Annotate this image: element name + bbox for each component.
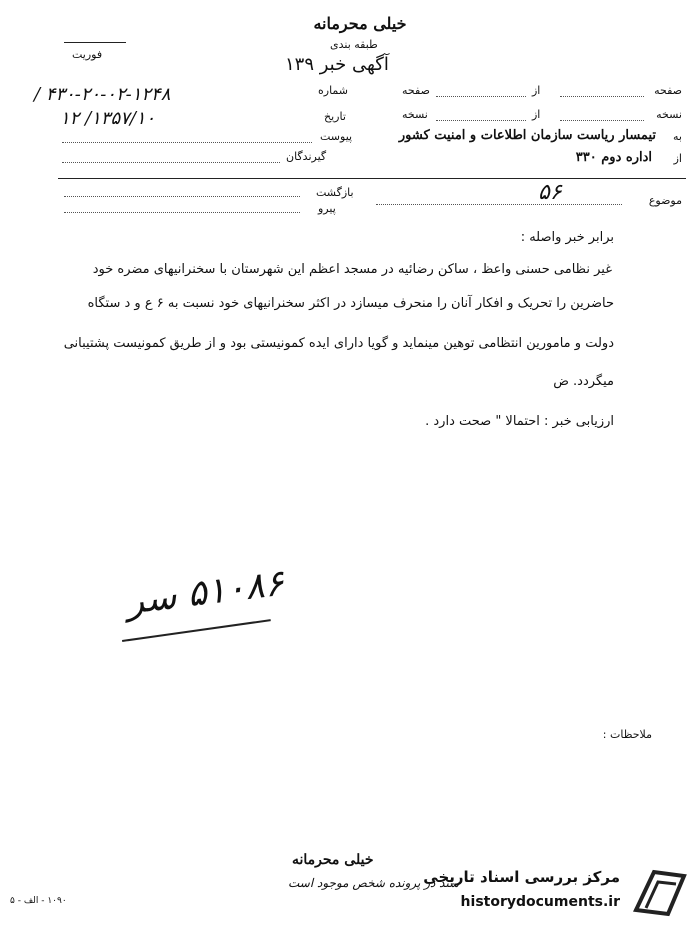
subject-value: ۵۶ [538, 180, 562, 205]
recipients-label: گیرندگان [286, 150, 327, 163]
assessment-line: ارزیابی خبر : احتمالا " صحت دارد . [425, 414, 614, 429]
body-line-3: دولت و مامورین انتظامی توهین مینماید و گویا دارای ایده کمونیستی بود و از طریق کمونیست پشتیبانی [63, 336, 614, 351]
footer-note: سند در پرونده شخص موجود است [288, 876, 460, 890]
attachment-label: پیوست [320, 130, 353, 143]
form-number: ۱۰۹۰ - الف - ۵ [10, 896, 67, 906]
from-value: اداره دوم ۳۳۰ [575, 150, 652, 165]
page-dotline [560, 96, 644, 97]
copy-of-label: از [532, 108, 541, 121]
copy-dotline [560, 120, 644, 121]
reply-label: بازگشت [316, 186, 354, 199]
copy-label-2: نسخه [402, 108, 428, 121]
watermark-text: مرکز بررسی اسناد تاریخی [423, 868, 620, 886]
watermark-logo-icon [628, 864, 692, 920]
subject-dotline [376, 204, 622, 205]
subject-label: موضوع [648, 194, 682, 207]
follow-label: پیرو [318, 202, 336, 215]
classification-stamp: خیلی محرمانه [313, 14, 407, 33]
body-intro: برابر خبر واصله : [520, 230, 614, 245]
document-title: آگهی خبر ۱۳۹ [285, 54, 389, 75]
remarks-label: ملاحظات : [602, 728, 652, 741]
number-label: شماره [318, 84, 349, 97]
page-dotline-2 [436, 96, 526, 97]
document-number: ۴۳۰-۲۰-۰۲-۱۲۴۸ / [34, 84, 171, 105]
to-value: تیمسار ریاست سازمان اطلاعات و امنیت کشور [398, 128, 656, 143]
category-label: طبقه بندی [330, 38, 378, 51]
follow-dotline [64, 212, 300, 213]
to-label: به [673, 130, 682, 143]
body-line-1: غیر نظامی حسنی واعظ ، ساکن رضائیه در مسجد اعظم این شهرستان با سخنرانیهای مضره خود [92, 262, 612, 277]
document-date: ۱۳۵۷/۱۰/ ۱۲ [60, 108, 156, 129]
body-line-2: حاضرین را تحریک و افکار آنان را منحرف میسازد در اکثر سخنرانیهای خود نسبت به ۶ ع و د ستگاه [87, 296, 614, 311]
attachment-dotline [62, 142, 312, 143]
priority-line [64, 42, 126, 43]
handwritten-code: ۵۱۰۸۶ سر [124, 562, 286, 623]
from-label: از [673, 152, 682, 165]
body-line-4: میگردد. ض [553, 374, 614, 389]
recipients-dotline [62, 162, 280, 163]
page-label: صفحه [654, 84, 682, 97]
copy-dotline-2 [436, 120, 526, 121]
handwritten-underline [122, 619, 271, 642]
priority-label: فوریت [72, 48, 103, 61]
copy-label: نسخه [656, 108, 682, 121]
date-label: تاریخ [324, 110, 346, 123]
reply-dotline [64, 196, 300, 197]
page-label-2: صفحه [402, 84, 430, 97]
watermark-url: historydocuments.ir [460, 894, 620, 910]
header-divider [58, 178, 686, 179]
page-of-label: از [532, 84, 541, 97]
footer-classification-stamp: خیلی محرمانه [292, 852, 374, 868]
